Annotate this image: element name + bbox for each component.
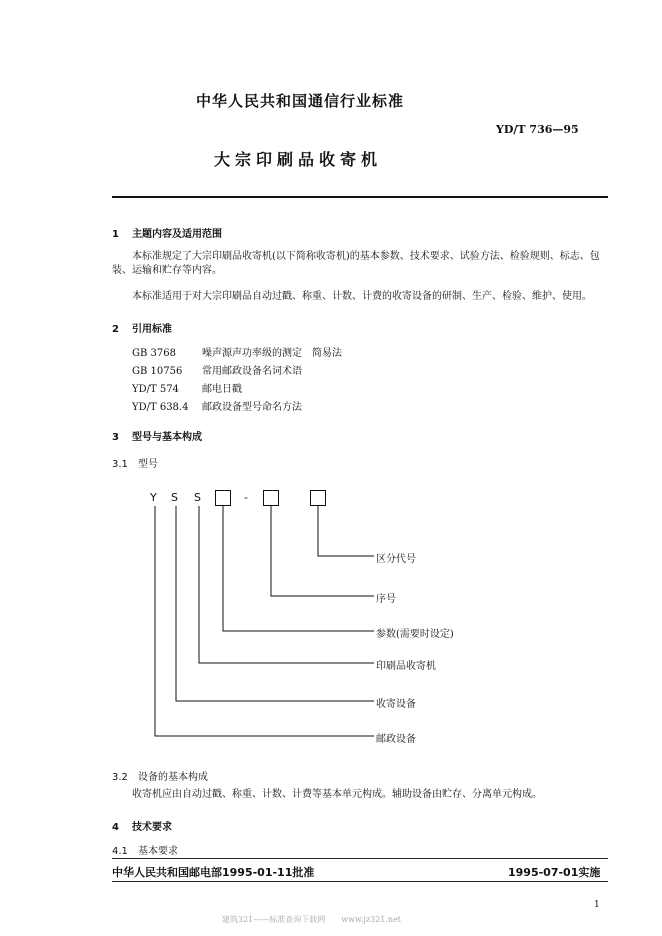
section-title: 主题内容及适用范围 [132, 229, 222, 240]
model-letter: Y [150, 491, 157, 504]
approval-info: 中华人民共和国邮电部1995-01-11批准 [112, 866, 315, 879]
reference-title: 常用邮政设备名词术语 [202, 366, 302, 377]
label-zone-code: 区分代号 [376, 554, 416, 565]
section-number: 1 [112, 229, 119, 240]
section-title: 技术要求 [132, 822, 172, 833]
serial-box [263, 490, 279, 506]
section-title: 引用标准 [132, 324, 172, 335]
model-letter: S [194, 491, 201, 504]
subsection-number: 4.1 [112, 846, 128, 857]
section-number: 2 [112, 324, 119, 335]
leader-line-printed-matter [199, 506, 374, 663]
standard-code: YD/T 736—95 [496, 123, 579, 136]
leader-line-serial [271, 506, 374, 596]
footer-divider-top [112, 858, 608, 859]
subsection-title: 型号 [138, 459, 158, 470]
standard-title: 大宗印刷品收寄机 [214, 150, 383, 169]
label-postal-equipment: 邮政设备 [376, 734, 416, 745]
reference-code: GB 3768 [132, 348, 176, 359]
page-number: 1 [594, 900, 600, 910]
model-dash: - [244, 491, 248, 504]
watermark-text: 建筑321——标准查询下载网 www.jz321.net [222, 915, 402, 924]
leader-line-parameter [223, 506, 374, 631]
subsection-number: 3.2 [112, 772, 128, 783]
parameter-box [215, 490, 231, 506]
reference-title: 噪声源声功率级的测定 简易法 [202, 348, 342, 359]
subsection-title: 设备的基本构成 [138, 772, 208, 783]
reference-code: YD/T 574 [132, 384, 179, 395]
reference-code: GB 10756 [132, 366, 183, 377]
section-1-para-1: 本标准规定了大宗印刷品收寄机(以下简称收寄机)的基本参数、技术要求、试验方法、检验规则、标志、包装、运输和贮存等内容。 [112, 251, 600, 276]
document-title: 中华人民共和国通信行业标准 [196, 92, 405, 110]
subsection-title: 基本要求 [138, 846, 178, 857]
subsection-4-1-heading [112, 842, 178, 857]
section-1-para-2: 本标准适用于对大宗印刷品自动过戳、称重、计数、计费的收寄设备的研制、生产、检验、维护、使用。 [132, 291, 592, 302]
label-mail-acceptance-equipment: 收寄设备 [376, 699, 416, 710]
reference-code: YD/T 638.4 [132, 402, 189, 413]
subsection-number: 3.1 [112, 459, 128, 470]
subsection-3-2-heading [112, 768, 208, 783]
zone-code-box [310, 490, 326, 506]
label-printed-matter-machine: 印刷品收寄机 [376, 661, 436, 672]
label-parameter: 参数(需要时设定) [376, 629, 454, 640]
section-title: 型号与基本构成 [132, 432, 202, 443]
subsection-3-2-text: 收寄机应由自动过戳、称重、计数、计费等基本单元构成。辅助设备由贮存、分离单元构成。 [132, 789, 542, 800]
leader-line-zone-code [318, 506, 374, 556]
reference-title: 邮政设备型号命名方法 [202, 402, 302, 413]
section-number: 4 [112, 822, 119, 833]
implementation-date: 1995-07-01实施 [508, 866, 601, 879]
section-4-heading [112, 818, 172, 833]
footer-divider-bottom [112, 881, 608, 882]
section-number: 3 [112, 432, 119, 443]
label-serial: 序号 [376, 594, 396, 605]
leader-line-mail-acceptance [176, 506, 374, 701]
reference-title: 邮电日戳 [202, 384, 242, 395]
model-letter: S [171, 491, 178, 504]
